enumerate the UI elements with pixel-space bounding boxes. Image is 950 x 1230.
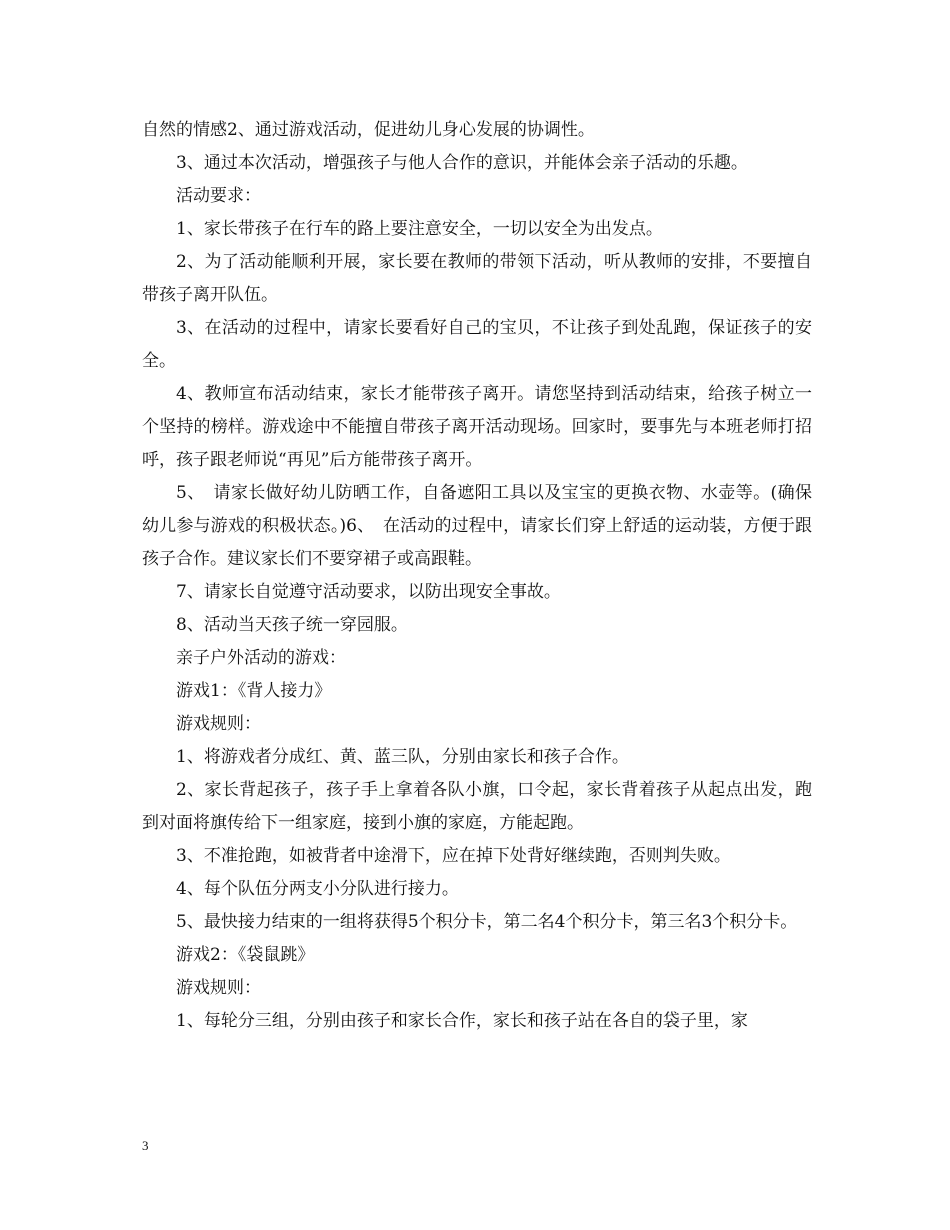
- paragraph: 活动要求：: [176, 186, 261, 206]
- paragraph: 2、为了活动能顺利开展，家长要在教师的带领下活动，听从教师的安排，不要擅自带孩子离开队伍。: [142, 252, 812, 305]
- paragraph: 游戏1：《背人接力》: [176, 681, 332, 701]
- paragraph: 游戏2：《袋鼠跳》: [176, 945, 315, 965]
- paragraph: 自然的情感2、通过游戏活动，促进幼儿身心发展的协调性。: [142, 120, 595, 140]
- paragraph: 5、最快接力结束的一组将获得5个积分卡，第二名4个积分卡，第三名3个积分卡。: [176, 912, 798, 932]
- paragraph: 3、在活动的过程中，请家长要看好自己的宝贝，不让孩子到处乱跑，保证孩子的安全。: [142, 318, 812, 371]
- body-text: [142, 114, 812, 1038]
- paragraph: 游戏规则：: [176, 978, 261, 998]
- paragraph: 1、将游戏者分成红、黄、蓝三队，分别由家长和孩子合作。: [176, 747, 629, 767]
- paragraph: 4、教师宣布活动结束，家长才能带孩子离开。请您坚持到活动结束，给孩子树立一个坚持的榜样。游戏途中不能擅自带孩子离开活动现场。回家时，要事先与本班老师打招呼，孩子跟老师说“再见”后方能带孩子离开。: [142, 384, 812, 470]
- paragraph: 2、家长背起孩子，孩子手上拿着各队小旗，口令起，家长背着孩子从起点出发，跑到对面将旗传给下一组家庭，接到小旗的家庭，方能起跑。: [142, 780, 812, 833]
- paragraph: 1、每轮分三组，分别由孩子和家长合作，家长和孩子站在各自的袋子里，家: [176, 1011, 748, 1031]
- paragraph: 3、通过本次活动，增强孩子与他人合作的意识，并能体会亲子活动的乐趣。: [176, 153, 748, 173]
- paragraph: 7、请家长自觉遵守活动要求，以防出现安全事故。: [176, 582, 561, 602]
- paragraph: 1、家长带孩子在行车的路上要注意安全，一切以安全为出发点。: [176, 219, 663, 239]
- paragraph: 8、活动当天孩子统一穿园服。: [176, 615, 408, 635]
- paragraph: 亲子户外活动的游戏：: [176, 648, 346, 668]
- page-number: 3: [142, 1138, 149, 1153]
- paragraph: 3、不准抢跑，如被背者中途滑下，应在掉下处背好继续跑，否则判失败。: [176, 846, 731, 866]
- paragraph: 游戏规则：: [176, 714, 261, 734]
- paragraph: 5、 请家长做好幼儿防晒工作，自备遮阳工具以及宝宝的更换衣物、水壶等。(确保幼儿参与游戏的积极状态。)6、 在活动的过程中，请家长们穿上舒适的运动装，方便于跟孩子合作。建议家长们不要穿裙子或高跟鞋。: [142, 483, 812, 569]
- paragraph: 4、每个队伍分两支小分队进行接力。: [176, 879, 459, 899]
